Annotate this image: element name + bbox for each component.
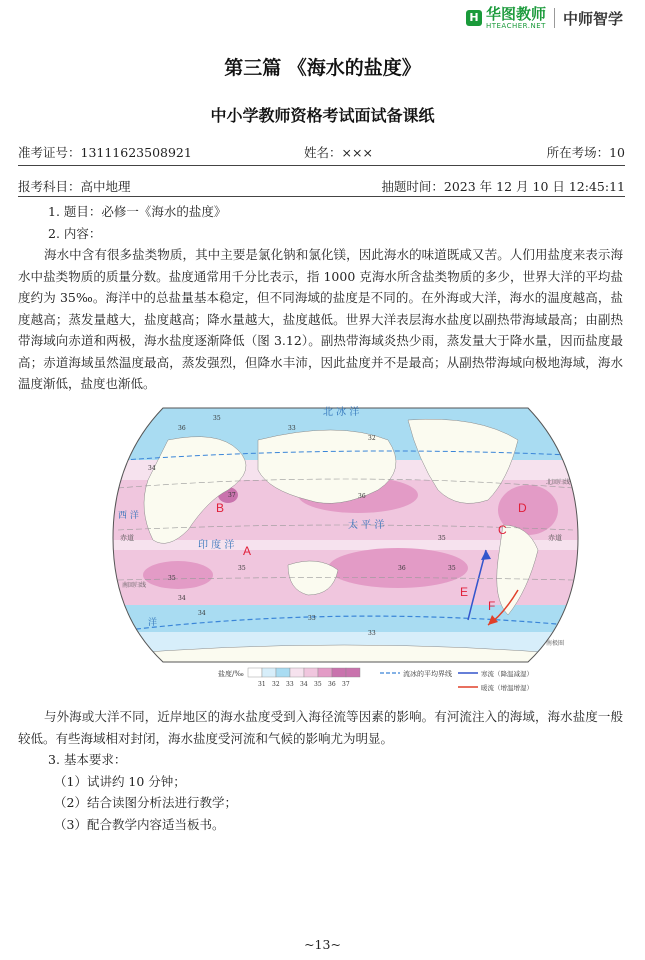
label-atlantic-south: 洋 (148, 618, 158, 628)
legend-swatch (318, 668, 332, 677)
label-arctic: 北 冰 洋 (323, 407, 360, 418)
page-number: ~13~ (304, 937, 341, 952)
legend-swatch (248, 668, 262, 677)
brand-logo-mark: H (466, 10, 482, 26)
indian-high (143, 561, 213, 589)
isoline-label: 35 (438, 535, 446, 542)
map-point-f: F (488, 599, 496, 613)
isoline-label: 34 (178, 595, 186, 602)
legend-cold-label: 寒流（降温减湿） (481, 670, 533, 678)
legend-tick: 34 (300, 681, 308, 688)
map-point-d: D (518, 501, 527, 515)
page-title: 第三篇 《海水的盐度》 (224, 57, 421, 79)
page-subtitle: 中小学教师资格考试面试备课纸 (210, 106, 435, 125)
requirement-2: （2）结合读图分析法进行教学； (54, 795, 237, 810)
brand-logo-text (486, 6, 546, 30)
map-point-c: C (498, 523, 507, 537)
isoline-label: 35 (213, 415, 221, 422)
legend-swatches (248, 668, 360, 677)
legend-tick: 36 (328, 681, 336, 688)
label-antarctic: 南极圈 (546, 640, 565, 647)
legend-warm-label: 暖流（增温增湿） (481, 684, 533, 692)
isoline-label: 36 (178, 425, 186, 432)
legend-swatch (290, 668, 304, 677)
legend-ice-label: 流冰的平均界线 (403, 670, 452, 678)
label-equator-right: 赤道 (548, 534, 562, 542)
legend-tick: 33 (286, 681, 294, 688)
brand-logo-en: HTEACHER.NET (485, 22, 546, 30)
topic-line: 1. 题目：必修一《海水的盐度》 (48, 204, 227, 219)
isoline-label: 33 (308, 615, 316, 622)
isoline-label: 34 (148, 465, 156, 472)
legend-tick: 35 (314, 681, 322, 688)
requirements-heading: 3. 基本要求： (48, 752, 127, 767)
paragraph-1: 海水中含有很多盐类物质，其中主要是氯化钠和氯化镁，因此海水的味道既咸又苦。人们用盐度来表示海水中盐类物质的质量分数。盐度通常用千分比表示，指 1000 克海水所含盐类物质的多少，世界大洋的平均盐度约为 35‰。海洋中的总盐量基本稳定，但不同海域的盐度是不同的。在外海或大洋，海水的温度越高，盐度越高；蒸发量越大，盐度越高；降水量越大，盐度越低。世界大洋表层海水盐度以副热带海域最高；由副热带海域向赤道和两极，海水盐度逐渐降低（图 3.12）。副热带海域炎热少雨，蒸发量大于降水量，因而盐度最高；赤道海域虽然温度最高，蒸发强烈，但降水丰沛，因此盐度并不是最高；从副热带海域向极地海域，海水温度渐低，盐度也渐低。 (18, 247, 623, 391)
brand-logo-cn: 华图教师 (485, 5, 546, 23)
legend-swatch (304, 668, 318, 677)
requirement-3: （3）配合教学内容适当板书。 (54, 816, 225, 832)
content-heading: 2. 内容： (48, 225, 102, 241)
legend-swatch (332, 668, 346, 677)
legend-tick: 37 (342, 681, 350, 688)
divider-bottom (18, 196, 625, 197)
divider-top (18, 165, 625, 166)
legend-swatch (346, 668, 360, 677)
legend-swatch (276, 668, 290, 677)
label-indian: 印 度 洋 (198, 540, 235, 551)
map-point-b: B (216, 501, 225, 515)
isoline-label: 35 (238, 565, 246, 572)
label-equator-left: 赤道 (120, 534, 134, 542)
label-tropic-s: 南回归线 (122, 582, 147, 589)
map-legend (218, 668, 533, 692)
isoline-label: 33 (368, 630, 376, 637)
label-atlantic-left: 西 洋 (118, 511, 139, 521)
label-pacific: 太 平 洋 (348, 520, 385, 531)
legend-ticks (258, 681, 350, 688)
map-point-a: A (243, 544, 252, 558)
label-tropic-n: 北回归线 (546, 479, 571, 486)
paragraph-2: 与外海或大洋不同，近岸地区的海水盐度受到入海径流等因素的影响。有河流注入的海域，海水盐度一般较低。有些海域相对封闭，海水盐度受河流和气候的影响尤为明显。 (18, 709, 623, 746)
exam-room: 所在考场：10 (546, 145, 625, 160)
exam-subject: 报考科目：高中地理 (18, 179, 131, 194)
map-point-e: E (460, 585, 469, 599)
legend-tick: 32 (272, 681, 280, 688)
logo-separator (554, 8, 555, 28)
isoline-label: 36 (398, 565, 406, 572)
brand-logo (466, 6, 623, 30)
isoline-label: 35 (448, 565, 456, 572)
requirement-1: （1）试讲约 10 分钟； (54, 773, 186, 789)
content-upper (18, 201, 623, 395)
salinity-world-map (108, 400, 580, 695)
brand-logo-right: 中师智学 (562, 9, 623, 28)
exam-id: 准考证号：13111623508921 (18, 145, 192, 160)
isoline-label: 32 (368, 435, 376, 442)
isoline-label: 35 (168, 575, 176, 582)
isoline-label: 34 (198, 610, 206, 617)
isoline-label: 37 (228, 492, 236, 499)
draw-time: 抽题时间：2023 年 12 月 10 日 12:45:11 (381, 179, 625, 194)
legend-swatch (262, 668, 276, 677)
content-lower (18, 706, 623, 835)
isoline-label: 36 (358, 493, 366, 500)
isoline-label: 33 (288, 425, 296, 432)
legend-salinity-label: 盐度/‰ (218, 670, 244, 678)
legend-tick: 31 (258, 681, 266, 688)
candidate-name: 姓名：××× (304, 145, 373, 160)
